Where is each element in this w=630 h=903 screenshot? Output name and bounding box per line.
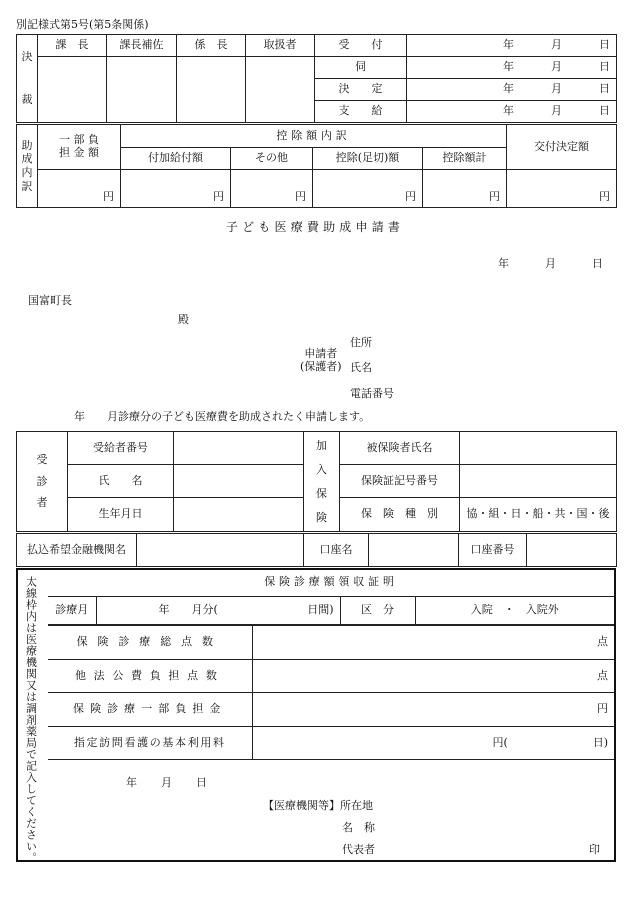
deduction-col-threshold: 控除(足切)額: [313, 148, 423, 170]
amount-cell[interactable]: 円: [231, 170, 313, 208]
item-value[interactable]: 点: [252, 626, 614, 660]
applicant-address-label: 住所: [350, 336, 372, 349]
item-value[interactable]: 点: [252, 660, 614, 693]
card-no-label: 保険証記号番号: [340, 465, 460, 498]
account-no-input[interactable]: [527, 534, 617, 567]
certification-date[interactable]: 年 月 日: [126, 776, 207, 789]
deduction-header: 控除額内訳: [121, 125, 507, 148]
recipient-no-label: 受給者番号: [68, 432, 174, 465]
account-name-input[interactable]: [369, 534, 459, 567]
amount-cell[interactable]: 円: [423, 170, 507, 208]
amount-cell[interactable]: 円: [507, 170, 617, 208]
patient-side-label: 受 診 者: [17, 432, 68, 532]
form-number: 別記様式第5号(第5条関係): [16, 18, 149, 31]
insurance-side-label: 加 入 保 険: [304, 432, 340, 532]
bank-label: 払込希望金融機関名: [17, 534, 137, 567]
item-label: 保険診療一部負担金: [48, 693, 252, 727]
approval-row-label: 受 付: [315, 35, 407, 57]
certification-table: [48, 569, 614, 625]
approval-stamp-box[interactable]: [177, 57, 246, 123]
patient-name-input[interactable]: [174, 465, 304, 498]
approval-side-label: 決 裁: [17, 35, 38, 123]
recipient-no-input[interactable]: [174, 432, 304, 465]
institution-address-label: 【医療機関等】所在地: [263, 799, 373, 812]
deduction-col-total: 控除額計: [423, 148, 507, 170]
approval-date[interactable]: 年 月 日: [407, 79, 617, 101]
approval-table: [16, 34, 617, 123]
insurance-type-options[interactable]: 協・組・日・船・共・国・後: [460, 498, 617, 532]
insurance-type-label: 保 険 種 別: [340, 498, 460, 532]
approval-row-label: 決 定: [315, 79, 407, 101]
burden-label: 一 部 負 担 金 額: [38, 125, 121, 170]
certification-items: [48, 625, 614, 760]
birthdate-input[interactable]: [174, 498, 304, 532]
institution-rep-label: 代表者: [342, 843, 375, 856]
header-date[interactable]: 年 月 日: [498, 257, 603, 270]
item-value[interactable]: 円( 日): [252, 727, 614, 760]
subsidy-side-label: 助 成 内 訳: [17, 125, 38, 208]
amount-cell[interactable]: 円: [313, 170, 423, 208]
approval-stamp-box[interactable]: [38, 57, 107, 123]
subsidy-table: [16, 124, 617, 208]
statement: 年 月診療分の子ども医療費を助成されたく申請します。: [74, 410, 371, 423]
approval-header-clerk-chief: 係 長: [177, 35, 246, 57]
approval-date[interactable]: 年 月 日: [407, 57, 617, 79]
approval-row-label: 支 給: [315, 101, 407, 123]
approval-stamp-box[interactable]: [246, 57, 315, 123]
account-name-label: 口座名: [304, 534, 369, 567]
seal-mark: 印: [589, 843, 600, 856]
approval-header-deputy: 課長補佐: [107, 35, 177, 57]
insured-name-label: 被保険者氏名: [340, 432, 460, 465]
class-label: 区 分: [340, 596, 415, 624]
applicant-role: 申請者 (保護者): [300, 347, 342, 373]
page-title: 子ども医療費助成申請書: [225, 220, 405, 234]
item-label: 保険診療総点数: [48, 626, 252, 660]
item-value[interactable]: 円: [252, 693, 614, 727]
class-value[interactable]: 入院 ・ 入院外: [415, 596, 614, 624]
certification-side-note: 太線枠内は医療機関又は調剤薬局で記入してください。: [24, 576, 38, 864]
addressee: 国富町長: [28, 294, 72, 307]
approval-stamp-box[interactable]: [107, 57, 177, 123]
month-value[interactable]: 年 月分( 日間): [96, 596, 340, 624]
month-label: 診療月: [48, 596, 96, 624]
decision-label: 交付決定額: [507, 125, 617, 170]
item-label: 他法公費負担点数: [48, 660, 252, 693]
applicant-name-label: 氏名: [350, 361, 372, 374]
certification-title: 保険診療額領収証明: [48, 569, 614, 596]
patient-name-label: 氏 名: [68, 465, 174, 498]
approval-header-handler: 取扱者: [246, 35, 315, 57]
approval-date[interactable]: 年 月 日: [407, 101, 617, 123]
bank-table: [16, 533, 617, 567]
approval-header-chief: 課 長: [38, 35, 107, 57]
amount-cell[interactable]: 円: [38, 170, 121, 208]
card-no-input[interactable]: [460, 465, 617, 498]
bank-input[interactable]: [137, 534, 304, 567]
approval-row-label: 伺: [315, 57, 407, 79]
birthdate-label: 生年月日: [68, 498, 174, 532]
patient-table: [16, 431, 617, 532]
deduction-col-other: その他: [231, 148, 313, 170]
addressee-honorific: 殿: [178, 313, 189, 326]
account-no-label: 口座番号: [459, 534, 527, 567]
approval-date[interactable]: 年 月 日: [407, 35, 617, 57]
applicant-phone-label: 電話番号: [350, 387, 394, 400]
item-label: 指定訪問看護の基本利用料: [48, 727, 252, 760]
insured-name-input[interactable]: [460, 432, 617, 465]
deduction-col-addon: 付加給付額: [121, 148, 231, 170]
amount-cell[interactable]: 円: [121, 170, 231, 208]
institution-name-label: 名 称: [342, 821, 375, 834]
